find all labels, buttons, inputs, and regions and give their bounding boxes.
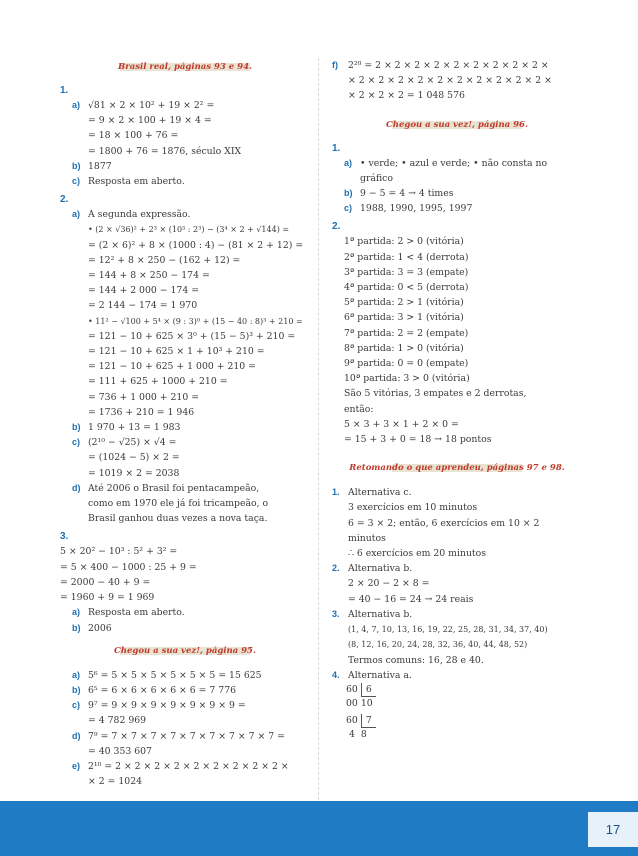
section-header bbox=[332, 461, 582, 475]
answer-text: Brasil ganhou duas vezes a nova taça. bbox=[88, 513, 268, 525]
item-label: a) bbox=[72, 209, 81, 220]
question-number: 2. bbox=[60, 194, 69, 206]
math-line: = 121 − 10 + 625 × 1 + 10³ + 210 = bbox=[88, 346, 265, 358]
match-line: 10ª partida: 3 > 0 (vitória) bbox=[344, 373, 470, 385]
math-line: = 15 + 3 + 0 = 18 → 18 pontos bbox=[344, 434, 492, 446]
section-header bbox=[60, 644, 310, 658]
question-number: 2. bbox=[332, 221, 341, 233]
item-label: c) bbox=[72, 176, 81, 187]
math-line: = 121 − 10 + 625 + 1 000 + 210 = bbox=[88, 361, 256, 373]
left-column bbox=[60, 58, 310, 789]
math-line: = 121 − 10 + 625 × 3⁰ + (15 − 5)³ + 210 = bbox=[88, 330, 296, 342]
match-line: 9ª partida: 0 = 0 (empate) bbox=[344, 358, 469, 370]
answer-text: então: bbox=[344, 403, 374, 415]
answer-text: A segunda expressão. bbox=[88, 209, 191, 221]
math-line: = 736 + 1 000 + 210 = bbox=[88, 391, 199, 403]
math-line: = 4 782 969 bbox=[88, 715, 147, 727]
math-line: = 40 353 607 bbox=[88, 745, 152, 757]
answer-text: Resposta em aberto. bbox=[88, 607, 185, 619]
answer-text: São 5 vitórias, 3 empates e 2 derrotas, bbox=[344, 388, 527, 400]
math-line: 7⁹ = 7 × 7 × 7 × 7 × 7 × 7 × 7 × 7 × 7 = bbox=[88, 730, 285, 742]
math-line: = 9 × 2 × 100 + 19 × 4 = bbox=[88, 115, 212, 127]
right-column bbox=[332, 58, 582, 741]
answer-text: como em 1970 ele já foi tricampeão, o bbox=[88, 498, 269, 510]
math-line: = 1019 × 2 = 2038 bbox=[88, 467, 180, 479]
math-line: × 2 × 2 × 2 = 1 048 576 bbox=[348, 90, 465, 102]
item-label: c) bbox=[344, 203, 353, 214]
item-label: b) bbox=[72, 160, 81, 171]
math-line: = (2 × 6)² + 8 × (1000 : 4) − (81 × 2 + 12) = bbox=[88, 239, 304, 251]
answer-text: • verde; • azul e verde; • não consta no bbox=[360, 157, 548, 169]
division-1 bbox=[346, 683, 582, 710]
answer-text: 2006 bbox=[88, 622, 112, 634]
math-line: 9 − 5 = 4 → 4 times bbox=[360, 188, 454, 200]
item-label: b) bbox=[72, 684, 81, 695]
quotient: 10 bbox=[360, 697, 373, 709]
page-number: 17 bbox=[588, 812, 638, 847]
math-line: 2¹⁰ = 2 × 2 × 2 × 2 × 2 × 2 × 2 × 2 × 2 × bbox=[88, 760, 289, 772]
math-line: (1, 4, 7, 10, 13, 16, 19, 22, 25, 28, 31, 34, 37, 40) bbox=[348, 625, 548, 635]
math-line: = 111 + 625 + 1000 + 210 = bbox=[88, 376, 228, 388]
math-line: 9⁷ = 9 × 9 × 9 × 9 × 9 × 9 × 9 = bbox=[88, 700, 246, 712]
math-line: = 1800 + 76 = 1876, século XIX bbox=[88, 145, 242, 157]
answer-text: 1988, 1990, 1995, 1997 bbox=[360, 203, 473, 215]
math-line: 2 × 20 − 2 × 8 = bbox=[348, 578, 430, 590]
item-label: b) bbox=[72, 422, 81, 433]
math-line: 5 × 20² − 10³ : 5² + 3² = bbox=[60, 546, 178, 558]
footer-band bbox=[0, 801, 638, 856]
math-line: = (1024 − 5) × 2 = bbox=[88, 452, 180, 464]
answer-text: Resposta em aberto. bbox=[88, 176, 185, 188]
section-header bbox=[332, 118, 582, 132]
math-line: = 2000 − 40 + 9 = bbox=[60, 576, 151, 588]
answer-text: Alternativa c. bbox=[348, 487, 412, 499]
item-label: a) bbox=[72, 100, 81, 110]
item-label: b) bbox=[344, 188, 353, 199]
remainder: 4 bbox=[348, 728, 355, 740]
match-line: 6ª partida: 3 > 1 (vitória) bbox=[344, 312, 464, 324]
math-line: 6⁵ = 6 × 6 × 6 × 6 × 6 = 7 776 bbox=[88, 684, 237, 696]
column-divider bbox=[318, 58, 319, 800]
answer-text: Alternativa b. bbox=[348, 608, 413, 620]
math-line: = 12² + 8 × 250 − (162 + 12) = bbox=[88, 254, 241, 266]
answer-text: minutos bbox=[348, 532, 386, 544]
section-title: Chegou a sua vez!, página 95. bbox=[114, 645, 256, 656]
math-line: = 5 × 400 − 1000 : 25 + 9 = bbox=[60, 561, 197, 573]
math-line: × 2 = 1024 bbox=[88, 776, 143, 788]
section-title: Chegou a sua vez!, página 96. bbox=[386, 119, 528, 130]
answer-text: Alternativa a. bbox=[348, 669, 412, 681]
item-label: a) bbox=[72, 669, 81, 680]
item-label: d) bbox=[72, 730, 81, 741]
question-number: 1. bbox=[332, 487, 340, 498]
dividend: 60 bbox=[346, 714, 358, 726]
dividend: 60 bbox=[346, 683, 358, 695]
item-label: c) bbox=[72, 437, 81, 448]
math-line: • 11² − √100 + 5⁴ × (9 : 3)⁰ + (15 − 40 : 8)³ + 210 = bbox=[88, 316, 303, 326]
math-line: = 2 144 − 174 = 1 970 bbox=[88, 300, 198, 312]
math-line: = 40 − 16 = 24 → 24 reais bbox=[348, 593, 474, 605]
match-line: 2ª partida: 1 < 4 (derrota) bbox=[344, 251, 469, 263]
divisor: 6 bbox=[361, 683, 376, 697]
item-label: a) bbox=[344, 157, 353, 168]
match-line: 4ª partida: 0 < 5 (derrota) bbox=[344, 282, 469, 294]
question-number: 1. bbox=[60, 85, 69, 96]
math-line: = 18 × 100 + 76 = bbox=[88, 130, 179, 142]
math-line: 5 × 3 + 3 × 1 + 2 × 0 = bbox=[344, 418, 459, 430]
match-line: 1ª partida: 2 > 0 (vitória) bbox=[344, 236, 464, 248]
section-header bbox=[60, 60, 310, 74]
item-label: b) bbox=[72, 622, 81, 633]
math-line: = 144 + 8 × 250 − 174 = bbox=[88, 270, 210, 282]
match-line: 3ª partida: 3 = 3 (empate) bbox=[344, 266, 469, 278]
item-label: a) bbox=[72, 607, 81, 618]
math-line: (2¹⁰ − √25) × √4 = bbox=[88, 437, 177, 449]
item-label: d) bbox=[72, 482, 81, 493]
math-line: × 2 × 2 × 2 × 2 × 2 × 2 × 2 × 2 × 2 × 2 × bbox=[348, 75, 552, 87]
match-line: 7ª partida: 2 = 2 (empate) bbox=[344, 327, 469, 339]
divisor: 7 bbox=[361, 714, 376, 728]
math-line: = 144 + 2 000 − 174 = bbox=[88, 285, 199, 297]
question-number: 3. bbox=[332, 608, 340, 619]
item-label: f) bbox=[332, 60, 338, 70]
item-label: e) bbox=[72, 760, 81, 771]
math-line: = 1960 + 9 = 1 969 bbox=[60, 592, 155, 604]
answer-text: 3 exercícios em 10 minutos bbox=[348, 502, 478, 514]
question-number: 2. bbox=[332, 563, 340, 574]
answer-text: gráfico bbox=[360, 172, 393, 184]
math-line: 1 970 + 13 = 1 983 bbox=[88, 422, 181, 434]
question-number: 4. bbox=[332, 669, 340, 680]
remainder: 00 bbox=[346, 697, 358, 709]
quotient: 8 bbox=[360, 728, 367, 740]
division-2 bbox=[346, 714, 582, 741]
section-title: Retomando o que aprendeu, páginas 97 e 98. bbox=[349, 463, 565, 474]
section-title: Brasil real, páginas 93 e 94. bbox=[118, 62, 252, 72]
math-line: 5⁶ = 5 × 5 × 5 × 5 × 5 × 5 = 15 625 bbox=[88, 669, 262, 681]
answer-text: 6 = 3 × 2; então, 6 exercícios em 10 × 2 bbox=[348, 517, 540, 529]
item-label: c) bbox=[72, 700, 81, 711]
match-line: 5ª partida: 2 > 1 (vitória) bbox=[344, 297, 464, 309]
match-line: 8ª partida: 1 > 0 (vitória) bbox=[344, 342, 464, 354]
math-line: √81 × 2 × 10² + 19 × 2² = bbox=[88, 100, 215, 111]
answer-text: Até 2006 o Brasil foi pentacampeão, bbox=[88, 482, 260, 494]
answer-text: 1877 bbox=[88, 160, 112, 172]
question-number: 1. bbox=[332, 142, 341, 154]
answer-text: ∴ 6 exercícios em 20 minutos bbox=[348, 548, 487, 560]
math-line: (8, 12, 16, 20, 24, 28, 32, 36, 40, 44, 48, 52) bbox=[348, 640, 528, 650]
math-line: 2²⁰ = 2 × 2 × 2 × 2 × 2 × 2 × 2 × 2 × 2 × bbox=[348, 60, 549, 71]
math-line: • (2 × √36)² + 2³ × (10³ : 2³) − (3⁴ × 2 + √144) = bbox=[88, 225, 290, 235]
answer-text: Termos comuns: 16, 28 e 40. bbox=[348, 654, 484, 666]
math-line: = 1736 + 210 = 1 946 bbox=[88, 406, 195, 418]
question-number: 3. bbox=[60, 531, 69, 543]
answer-text: Alternativa b. bbox=[348, 563, 413, 575]
